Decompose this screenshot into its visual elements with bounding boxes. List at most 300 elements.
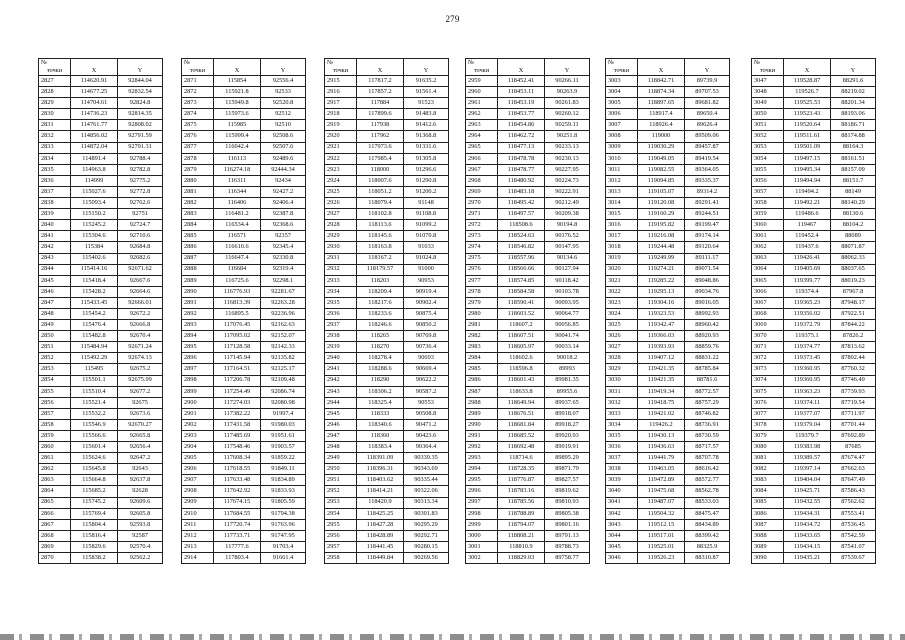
x-coordinate: 118391.09: [357, 453, 404, 464]
y-coordinate: 88616.42: [685, 464, 730, 475]
point-number: 2932: [325, 264, 357, 275]
y-coordinate: 87701.44: [831, 419, 876, 430]
header-blank: [498, 59, 545, 68]
point-number: 2858: [39, 419, 71, 430]
x-coordinate: 119419.34: [638, 386, 685, 397]
x-coordinate: 119421.35: [638, 375, 685, 386]
point-number: 2959: [466, 76, 498, 87]
x-coordinate: 119374.77: [784, 342, 831, 353]
point-number: 2897: [182, 364, 214, 375]
x-coordinate: 115492.29: [71, 353, 118, 364]
point-number: 2960: [466, 87, 498, 98]
point-number: 2832: [39, 131, 71, 142]
table-row: [752, 87, 876, 98]
table-row: [182, 264, 306, 275]
table-row: [606, 297, 730, 308]
table-row: [182, 253, 306, 264]
point-number: 2877: [182, 142, 214, 153]
point-number: 2948: [325, 442, 357, 453]
point-number: 3025: [606, 320, 638, 331]
y-coordinate: 90261.83: [545, 98, 590, 109]
x-coordinate: 119049.05: [638, 153, 685, 164]
point-number: 2980: [466, 308, 498, 319]
point-number: 2953: [325, 497, 357, 508]
y-coordinate: 90033.14: [545, 342, 590, 353]
y-coordinate: 92647.2: [118, 453, 163, 464]
y-coordinate: 88772.57: [685, 386, 730, 397]
y-coordinate: 90622.2: [404, 375, 449, 386]
y-coordinate: 90736.4: [404, 342, 449, 353]
header-y: Y: [261, 67, 306, 76]
header-point: точки: [182, 67, 214, 76]
y-coordinate: 88572.77: [685, 475, 730, 486]
point-number: 3048: [752, 87, 784, 98]
point-number: 3020: [606, 264, 638, 275]
table-row: [39, 164, 163, 175]
point-number: 2965: [466, 142, 498, 153]
x-coordinate: 114704.61: [71, 98, 118, 109]
point-number: 3016: [606, 220, 638, 231]
table-row: [182, 142, 306, 153]
x-coordinate: 115921.8: [214, 87, 261, 98]
x-coordinate: 118278.4: [357, 353, 404, 364]
x-coordinate: 119360.95: [784, 375, 831, 386]
x-coordinate: 115510.4: [71, 386, 118, 397]
point-number: 2921: [325, 142, 357, 153]
x-coordinate: 115093.4: [71, 198, 118, 209]
table-row: [606, 453, 730, 464]
y-coordinate: 91099.2: [404, 220, 449, 231]
y-coordinate: 91200.2: [404, 186, 449, 197]
table-row: [39, 397, 163, 408]
table-row: [606, 231, 730, 242]
table-row: [182, 120, 306, 131]
header-y: Y: [685, 67, 730, 76]
table-row: [606, 375, 730, 386]
y-coordinate: 90222.91: [545, 186, 590, 197]
x-coordinate: 119418.75: [638, 397, 685, 408]
table-row: [466, 220, 590, 231]
x-coordinate: 118480.92: [498, 175, 545, 186]
table-row: [752, 286, 876, 297]
table-row: [39, 220, 163, 231]
y-coordinate: 88533.03: [685, 497, 730, 508]
y-coordinate: 90194.8: [545, 220, 590, 231]
table-row: [325, 275, 449, 286]
y-coordinate: 91368.8: [404, 131, 449, 142]
table-row: [182, 186, 306, 197]
x-coordinate: 119525.53: [784, 98, 831, 109]
y-coordinate: 92671.24: [118, 342, 163, 353]
header-point: точки: [606, 67, 638, 76]
y-coordinate: 87541.07: [831, 541, 876, 552]
y-coordinate: 87536.45: [831, 519, 876, 530]
table-row: [752, 320, 876, 331]
header-x: X: [214, 67, 261, 76]
point-number: 2850: [39, 331, 71, 342]
header-x: X: [784, 67, 831, 76]
point-number: 2998: [466, 508, 498, 519]
x-coordinate: 119383.98: [784, 442, 831, 453]
header-point: точки: [39, 67, 71, 76]
y-coordinate: 90266.11: [545, 76, 590, 87]
point-number: 2942: [325, 375, 357, 386]
x-coordinate: 117164.51: [214, 364, 261, 375]
x-coordinate: 119404.04: [784, 475, 831, 486]
x-coordinate: 119105.07: [638, 186, 685, 197]
y-coordinate: 90018.2: [545, 353, 590, 364]
point-number: 2907: [182, 475, 214, 486]
y-coordinate: 91805.59: [261, 497, 306, 508]
x-coordinate: 118692.48: [498, 442, 545, 453]
y-coordinate: 92675.99: [118, 375, 163, 386]
x-coordinate: 115546.9: [71, 419, 118, 430]
table-row: [39, 308, 163, 319]
y-coordinate: 92628: [118, 486, 163, 497]
table-row: [182, 286, 306, 297]
y-coordinate: 88104.2: [831, 220, 876, 231]
y-coordinate: 92791.59: [118, 131, 163, 142]
point-number: 2955: [325, 519, 357, 530]
point-number: 3074: [752, 375, 784, 386]
table-row: [39, 242, 163, 253]
table-row: [182, 475, 306, 486]
x-coordinate: 117973.6: [357, 142, 404, 153]
table-row: [606, 76, 730, 87]
x-coordinate: 118897.65: [638, 98, 685, 109]
point-number: 2857: [39, 408, 71, 419]
x-coordinate: 115829.6: [71, 541, 118, 552]
x-coordinate: 115304.6: [71, 231, 118, 242]
y-coordinate: 89111.17: [685, 253, 730, 264]
table-row: [466, 442, 590, 453]
point-number: 2982: [466, 331, 498, 342]
y-coordinate: 91703.4: [261, 541, 306, 552]
x-coordinate: 119399.77: [784, 275, 831, 286]
table-row: [606, 242, 730, 253]
y-coordinate: 90335.44: [404, 475, 449, 486]
x-coordinate: 114761.77: [71, 120, 118, 131]
x-coordinate: 117128.58: [214, 342, 261, 353]
point-number: 3085: [752, 497, 784, 508]
x-coordinate: 114891.4: [71, 153, 118, 164]
x-coordinate: 118776.87: [498, 475, 545, 486]
table-row: [752, 242, 876, 253]
x-coordinate: 118396.31: [357, 464, 404, 475]
table-row: [182, 541, 306, 552]
y-coordinate: 89805.38: [545, 508, 590, 519]
point-number: 2984: [466, 353, 498, 364]
point-number: 2856: [39, 397, 71, 408]
table-row: [182, 275, 306, 286]
y-coordinate: 87813.62: [831, 342, 876, 353]
y-coordinate: 90259.11: [545, 120, 590, 131]
x-coordinate: 118602.6: [498, 353, 545, 364]
point-number: 2868: [39, 530, 71, 541]
table-row: [466, 231, 590, 242]
table-row: [325, 497, 449, 508]
x-coordinate: 116776.93: [214, 286, 261, 297]
header-number-sign: №: [182, 59, 214, 68]
point-number: 3001: [466, 541, 498, 552]
coordinate-table: [181, 58, 306, 564]
x-coordinate: 119372.79: [784, 320, 831, 331]
table-row: [606, 264, 730, 275]
point-number: 3017: [606, 231, 638, 242]
point-number: 2930: [325, 242, 357, 253]
table-row: [466, 186, 590, 197]
table-row: [606, 320, 730, 331]
table-row: [606, 109, 730, 120]
x-coordinate: 115245.2: [71, 220, 118, 231]
y-coordinate: 91849.11: [261, 464, 306, 475]
y-coordinate: 87647.49: [831, 475, 876, 486]
x-coordinate: 115482.8: [71, 331, 118, 342]
table-row: [606, 98, 730, 109]
table-row: [182, 175, 306, 186]
point-number: 3061: [752, 231, 784, 242]
header-blank: [685, 59, 730, 68]
table-row: [182, 486, 306, 497]
y-coordinate: 88164.3: [831, 142, 876, 153]
x-coordinate: 117985.4: [357, 153, 404, 164]
y-coordinate: 90875.4: [404, 308, 449, 319]
point-number: 2992: [466, 442, 498, 453]
table-row: [752, 486, 876, 497]
x-coordinate: 117733.71: [214, 530, 261, 541]
point-number: 2997: [466, 497, 498, 508]
table-row: [466, 142, 590, 153]
table-row: [325, 431, 449, 442]
y-coordinate: 87922.51: [831, 308, 876, 319]
x-coordinate: 117674.15: [214, 497, 261, 508]
x-coordinate: 117684.55: [214, 508, 261, 519]
table-row: [466, 364, 590, 375]
header-y: Y: [545, 67, 590, 76]
point-number: 2862: [39, 464, 71, 475]
x-coordinate: 118483.18: [498, 186, 545, 197]
y-coordinate: 89457.87: [685, 142, 730, 153]
point-number: 2950: [325, 464, 357, 475]
point-number: 3009: [606, 142, 638, 153]
y-coordinate: 92152.07: [261, 331, 306, 342]
x-coordinate: 118574.85: [498, 275, 545, 286]
point-number: 3057: [752, 186, 784, 197]
x-coordinate: 119426.2: [638, 419, 685, 430]
table-row: [466, 486, 590, 497]
y-coordinate: 89650.4: [685, 109, 730, 120]
point-number: 2914: [182, 553, 214, 564]
point-number: 2871: [182, 76, 214, 87]
table-row: [325, 541, 449, 552]
point-number: 2911: [182, 519, 214, 530]
x-coordinate: 117485.69: [214, 431, 261, 442]
x-coordinate: 119452.4: [784, 231, 831, 242]
table-row: [752, 308, 876, 319]
x-coordinate: 118270: [357, 342, 404, 353]
y-coordinate: 92656.4: [118, 442, 163, 453]
table-row: [752, 98, 876, 109]
x-coordinate: 114677.25: [71, 87, 118, 98]
point-number: 3007: [606, 120, 638, 131]
x-coordinate: 118290: [357, 375, 404, 386]
x-coordinate: 116311: [214, 175, 261, 186]
x-coordinate: 116274.18: [214, 164, 261, 175]
coordinate-table: [751, 58, 876, 564]
x-coordinate: 119375.1: [784, 331, 831, 342]
table-row: [325, 109, 449, 120]
table-row: [752, 397, 876, 408]
x-coordinate: 118681.84: [498, 419, 545, 430]
point-number: 3069: [752, 320, 784, 331]
table-row: [466, 375, 590, 386]
point-number: 2838: [39, 198, 71, 209]
table-row: [39, 475, 163, 486]
table-row: [182, 342, 306, 353]
x-coordinate: 119323.53: [638, 308, 685, 319]
table-row: [39, 120, 163, 131]
point-number: 2883: [182, 209, 214, 220]
table-row: [182, 164, 306, 175]
point-number: 3035: [606, 431, 638, 442]
x-coordinate: 118584.58: [498, 286, 545, 297]
point-number: 2939: [325, 342, 357, 353]
y-coordinate: 92298.1: [261, 275, 306, 286]
x-coordinate: 118306.2: [357, 386, 404, 397]
x-coordinate: 118590.41: [498, 297, 545, 308]
table-row: [39, 142, 163, 153]
table-row: [39, 464, 163, 475]
point-number: 2967: [466, 164, 498, 175]
x-coordinate: 119441.79: [638, 453, 685, 464]
table-row: [39, 431, 163, 442]
header-point: точки: [466, 67, 498, 76]
point-number: 3004: [606, 87, 638, 98]
point-number: 3072: [752, 353, 784, 364]
table-row: [325, 508, 449, 519]
point-number: 2902: [182, 419, 214, 430]
table-row: [182, 375, 306, 386]
y-coordinate: 91000: [404, 264, 449, 275]
table-row: [752, 541, 876, 552]
y-coordinate: 90118.42: [545, 275, 590, 286]
y-coordinate: 92844.04: [118, 76, 163, 87]
point-number: 3014: [606, 198, 638, 209]
point-number: 2952: [325, 486, 357, 497]
x-coordinate: 115999.4: [214, 131, 261, 142]
table-row: [466, 508, 590, 519]
x-coordinate: 116534.4: [214, 220, 261, 231]
point-number: 3018: [606, 242, 638, 253]
point-number: 2840: [39, 220, 71, 231]
table-row: [182, 397, 306, 408]
point-number: 3032: [606, 397, 638, 408]
y-coordinate: 92664.6: [118, 286, 163, 297]
table-row: [606, 275, 730, 286]
table-row: [466, 475, 590, 486]
x-coordinate: 119379.7: [784, 431, 831, 442]
y-coordinate: 87539.67: [831, 553, 876, 564]
point-number: 2972: [466, 220, 498, 231]
point-number: 3036: [606, 442, 638, 453]
table-row: [752, 419, 876, 430]
table-row: [182, 431, 306, 442]
table-row: [466, 530, 590, 541]
x-coordinate: 118478.77: [498, 164, 545, 175]
table-row: [466, 308, 590, 319]
x-coordinate: 117884: [357, 98, 404, 109]
table-row: [325, 220, 449, 231]
point-number: 2985: [466, 364, 498, 375]
point-number: 3038: [606, 464, 638, 475]
point-number: 2931: [325, 253, 357, 264]
x-coordinate: 119492.21: [784, 198, 831, 209]
table-row: [325, 419, 449, 430]
scan-footer-artifact: [0, 634, 905, 640]
y-coordinate: 92637.8: [118, 475, 163, 486]
table-row: [752, 76, 876, 87]
table-row: [466, 120, 590, 131]
x-coordinate: 118145.6: [357, 231, 404, 242]
point-number: 2913: [182, 541, 214, 552]
x-coordinate: 115501.1: [71, 375, 118, 386]
table-row: [606, 120, 730, 131]
point-number: 2887: [182, 253, 214, 264]
point-number: 2863: [39, 475, 71, 486]
y-coordinate: 89199.47: [685, 220, 730, 231]
x-coordinate: 115532.2: [71, 408, 118, 419]
y-coordinate: 92788.4: [118, 153, 163, 164]
table-row: [182, 198, 306, 209]
point-number: 2835: [39, 164, 71, 175]
x-coordinate: 119030.29: [638, 142, 685, 153]
table-row: [466, 342, 590, 353]
table-row: [752, 386, 876, 397]
point-number: 3071: [752, 342, 784, 353]
coordinate-table: [605, 58, 730, 564]
x-coordinate: 118728.35: [498, 464, 545, 475]
y-coordinate: 88717.57: [685, 442, 730, 453]
y-coordinate: 91412.6: [404, 120, 449, 131]
table-row: [325, 120, 449, 131]
y-coordinate: 87685: [831, 442, 876, 453]
y-coordinate: 91296.6: [404, 164, 449, 175]
table-row: [325, 253, 449, 264]
table-row: [325, 342, 449, 353]
point-number: 2845: [39, 275, 71, 286]
y-coordinate: 89918.27: [545, 419, 590, 430]
table-row: [39, 275, 163, 286]
table-row: [752, 364, 876, 375]
table-row: [606, 142, 730, 153]
point-number: 3081: [752, 453, 784, 464]
y-coordinate: 92674.13: [118, 353, 163, 364]
point-number: 3077: [752, 408, 784, 419]
point-number: 2999: [466, 519, 498, 530]
x-coordinate: 118917.4: [638, 109, 685, 120]
table-row: [466, 98, 590, 109]
x-coordinate: 119160.29: [638, 209, 685, 220]
y-coordinate: 87802.44: [831, 353, 876, 364]
point-number: 2855: [39, 386, 71, 397]
y-coordinate: 88174.88: [831, 131, 876, 142]
table-row: [752, 153, 876, 164]
x-coordinate: 115685.2: [71, 486, 118, 497]
y-coordinate: 90471.2: [404, 419, 449, 430]
x-coordinate: 119525.01: [638, 541, 685, 552]
point-number: 3012: [606, 175, 638, 186]
x-coordinate: 118102.8: [357, 209, 404, 220]
